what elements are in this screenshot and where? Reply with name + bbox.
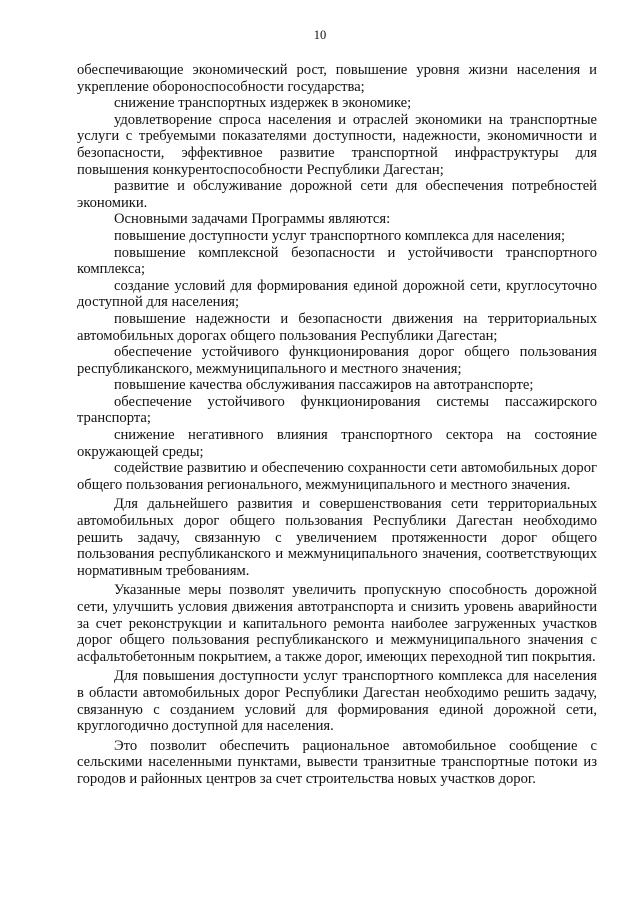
paragraph-16: Указанные меры позволят увеличить пропускную способность дорожной сети, улучшить условия движения автотранспорта и снизить уровень аварийности за счет реконструкции и капитального ремонта наиболее загруженных участков дорог общего пользования республиканского и межмуниципального значения с асфальтобетонным покрытием, а также дорог, имеющих переходной тип покрытия. [77,582,597,665]
paragraph-8: создание условий для формирования единой дорожной сети, круглосуточно доступной для населения; [77,277,597,311]
paragraph-3: удовлетворение спроса населения и отраслей экономики на транспортные услуги с требуемыми показателями доступности, надежности, экономичности и безопасности, эффективное развитие транспортной инфраструктуры для повышения конкурентоспособности Республики Дагестан; [77,111,597,178]
paragraph-5: Основными задачами Программы являются: [114,211,391,228]
paragraph-13: снижение негативного влияния транспортного сектора на состояние окружающей среды; [77,427,597,460]
paragraph-17: Для повышения доступности услуг транспортного комплекса для населения в области автомобильных дорог Республики Дагестан необходимо решить задачу, связанную с созданием условий для формирования единой дорожной сети, круглогодично доступной для населения. [77,668,597,735]
paragraph-4: развитие и обслуживание дорожной сети для обеспечения потребностей экономики. [77,178,597,211]
paragraph-7: повышение комплексной безопасности и устойчивости транспортного комплекса; [77,244,597,278]
paragraph-11: повышение качества обслуживания пассажиров на автотранспорте; [114,377,534,394]
page-number: 10 [313,28,327,42]
paragraph-1: обеспечивающие экономический рост, повышение уровня жизни населения и укрепление обороноспособности государства; [77,62,597,95]
paragraph-18: Это позволит обеспечить рациональное автомобильное сообщение с сельскими населенными пунктами, вывести транзитные транспортные потоки из городов и районных центров за счет строительства новых участков дорог. [77,737,597,787]
paragraph-15: Для дальнейшего развития и совершенствования сети территориальных автомобильных дорог общего пользования Республики Дагестан необходимо решить задачу, связанную с увеличением протяженности дорог общего пользования республиканского и межмуниципального значения, соответствующих нормативным требованиям. [77,496,597,579]
paragraph-2: снижение транспортных издержек в экономике; [114,95,412,112]
paragraph-9: повышение надежности и безопасности движения на территориальных автомобильных дорогах общего пользования Республики Дагестан; [77,310,597,344]
paragraph-14: содействие развитию и обеспечению сохранности сети автомобильных дорог общего пользования регионального, межмуниципального и местного значения. [77,460,597,493]
paragraph-10: обеспечение устойчивого функционирования дорог общего пользования республиканского, межмуниципального и местного значения; [77,344,597,377]
paragraph-6: повышение доступности услуг транспортного комплекса для населения; [114,227,566,244]
body-text [77,62,597,788]
paragraph-12: обеспечение устойчивого функционирования системы пассажирского транспорта; [77,393,597,427]
